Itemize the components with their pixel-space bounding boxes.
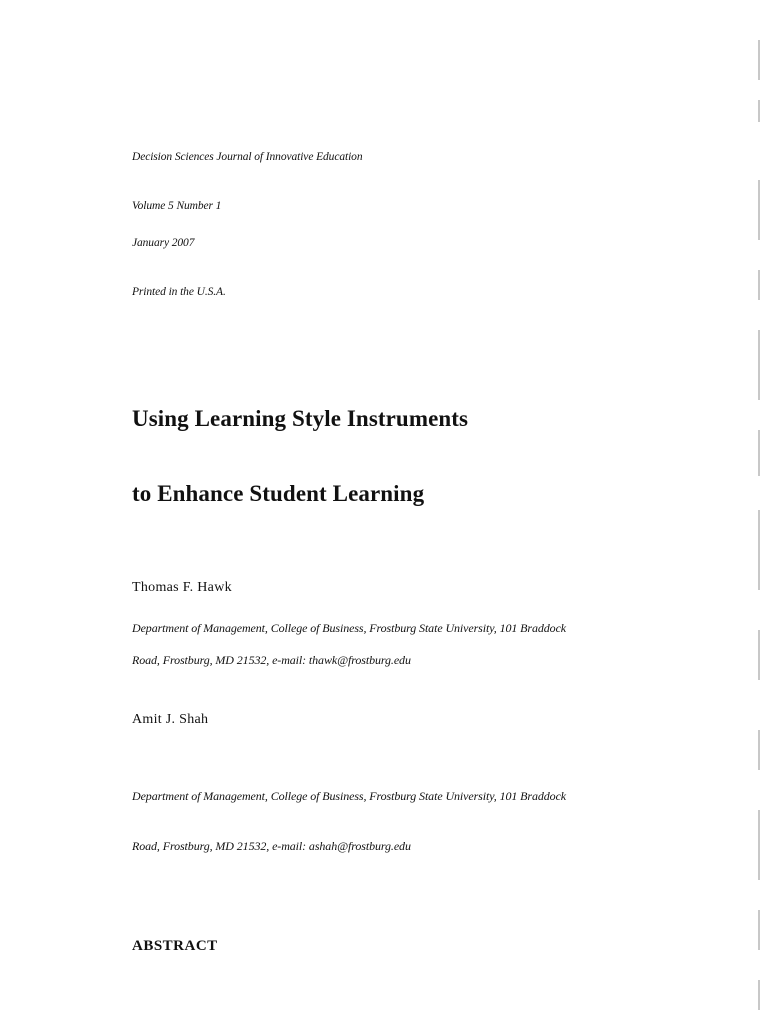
edge-mark	[758, 730, 760, 770]
author-affiliation-2-line-2: Road, Frostburg, MD 21532, e-mail: ashah@frostburg.edu	[132, 839, 411, 853]
author-affiliation-2-line-1: Department of Management, College of Business, Frostburg State University, 101 Braddock	[132, 789, 567, 803]
paper-title-line-1: Using Learning Style Instruments	[132, 406, 469, 431]
edge-mark	[758, 810, 760, 880]
journal-name: Decision Sciences Journal of Innovative Education	[132, 151, 363, 163]
journal-volume: Volume 5 Number 1	[132, 200, 222, 212]
edge-mark	[758, 40, 760, 80]
author-affiliation-1-line-1: Department of Management, College of Business, Frostburg State University, 101 Braddock	[132, 621, 567, 635]
printed-note: Printed in the U.S.A.	[132, 286, 226, 298]
abstract-heading: ABSTRACT	[132, 938, 218, 954]
journal-date: January 2007	[132, 237, 195, 249]
edge-mark	[758, 510, 760, 590]
edge-mark	[758, 330, 760, 400]
edge-mark	[758, 180, 760, 240]
author-name-1: Thomas F. Hawk	[132, 580, 232, 595]
scan-edge-marks	[738, 30, 768, 1020]
edge-mark	[758, 100, 760, 122]
edge-mark	[758, 430, 760, 476]
edge-mark	[758, 630, 760, 680]
edge-mark	[758, 980, 760, 1010]
author-affiliation-1-line-2: Road, Frostburg, MD 21532, e-mail: thawk@frostburg.edu	[132, 653, 411, 667]
paper-title-line-2: to Enhance Student Learning	[132, 481, 425, 506]
edge-mark	[758, 270, 760, 300]
edge-mark	[758, 910, 760, 950]
author-name-2: Amit J. Shah	[132, 712, 209, 727]
